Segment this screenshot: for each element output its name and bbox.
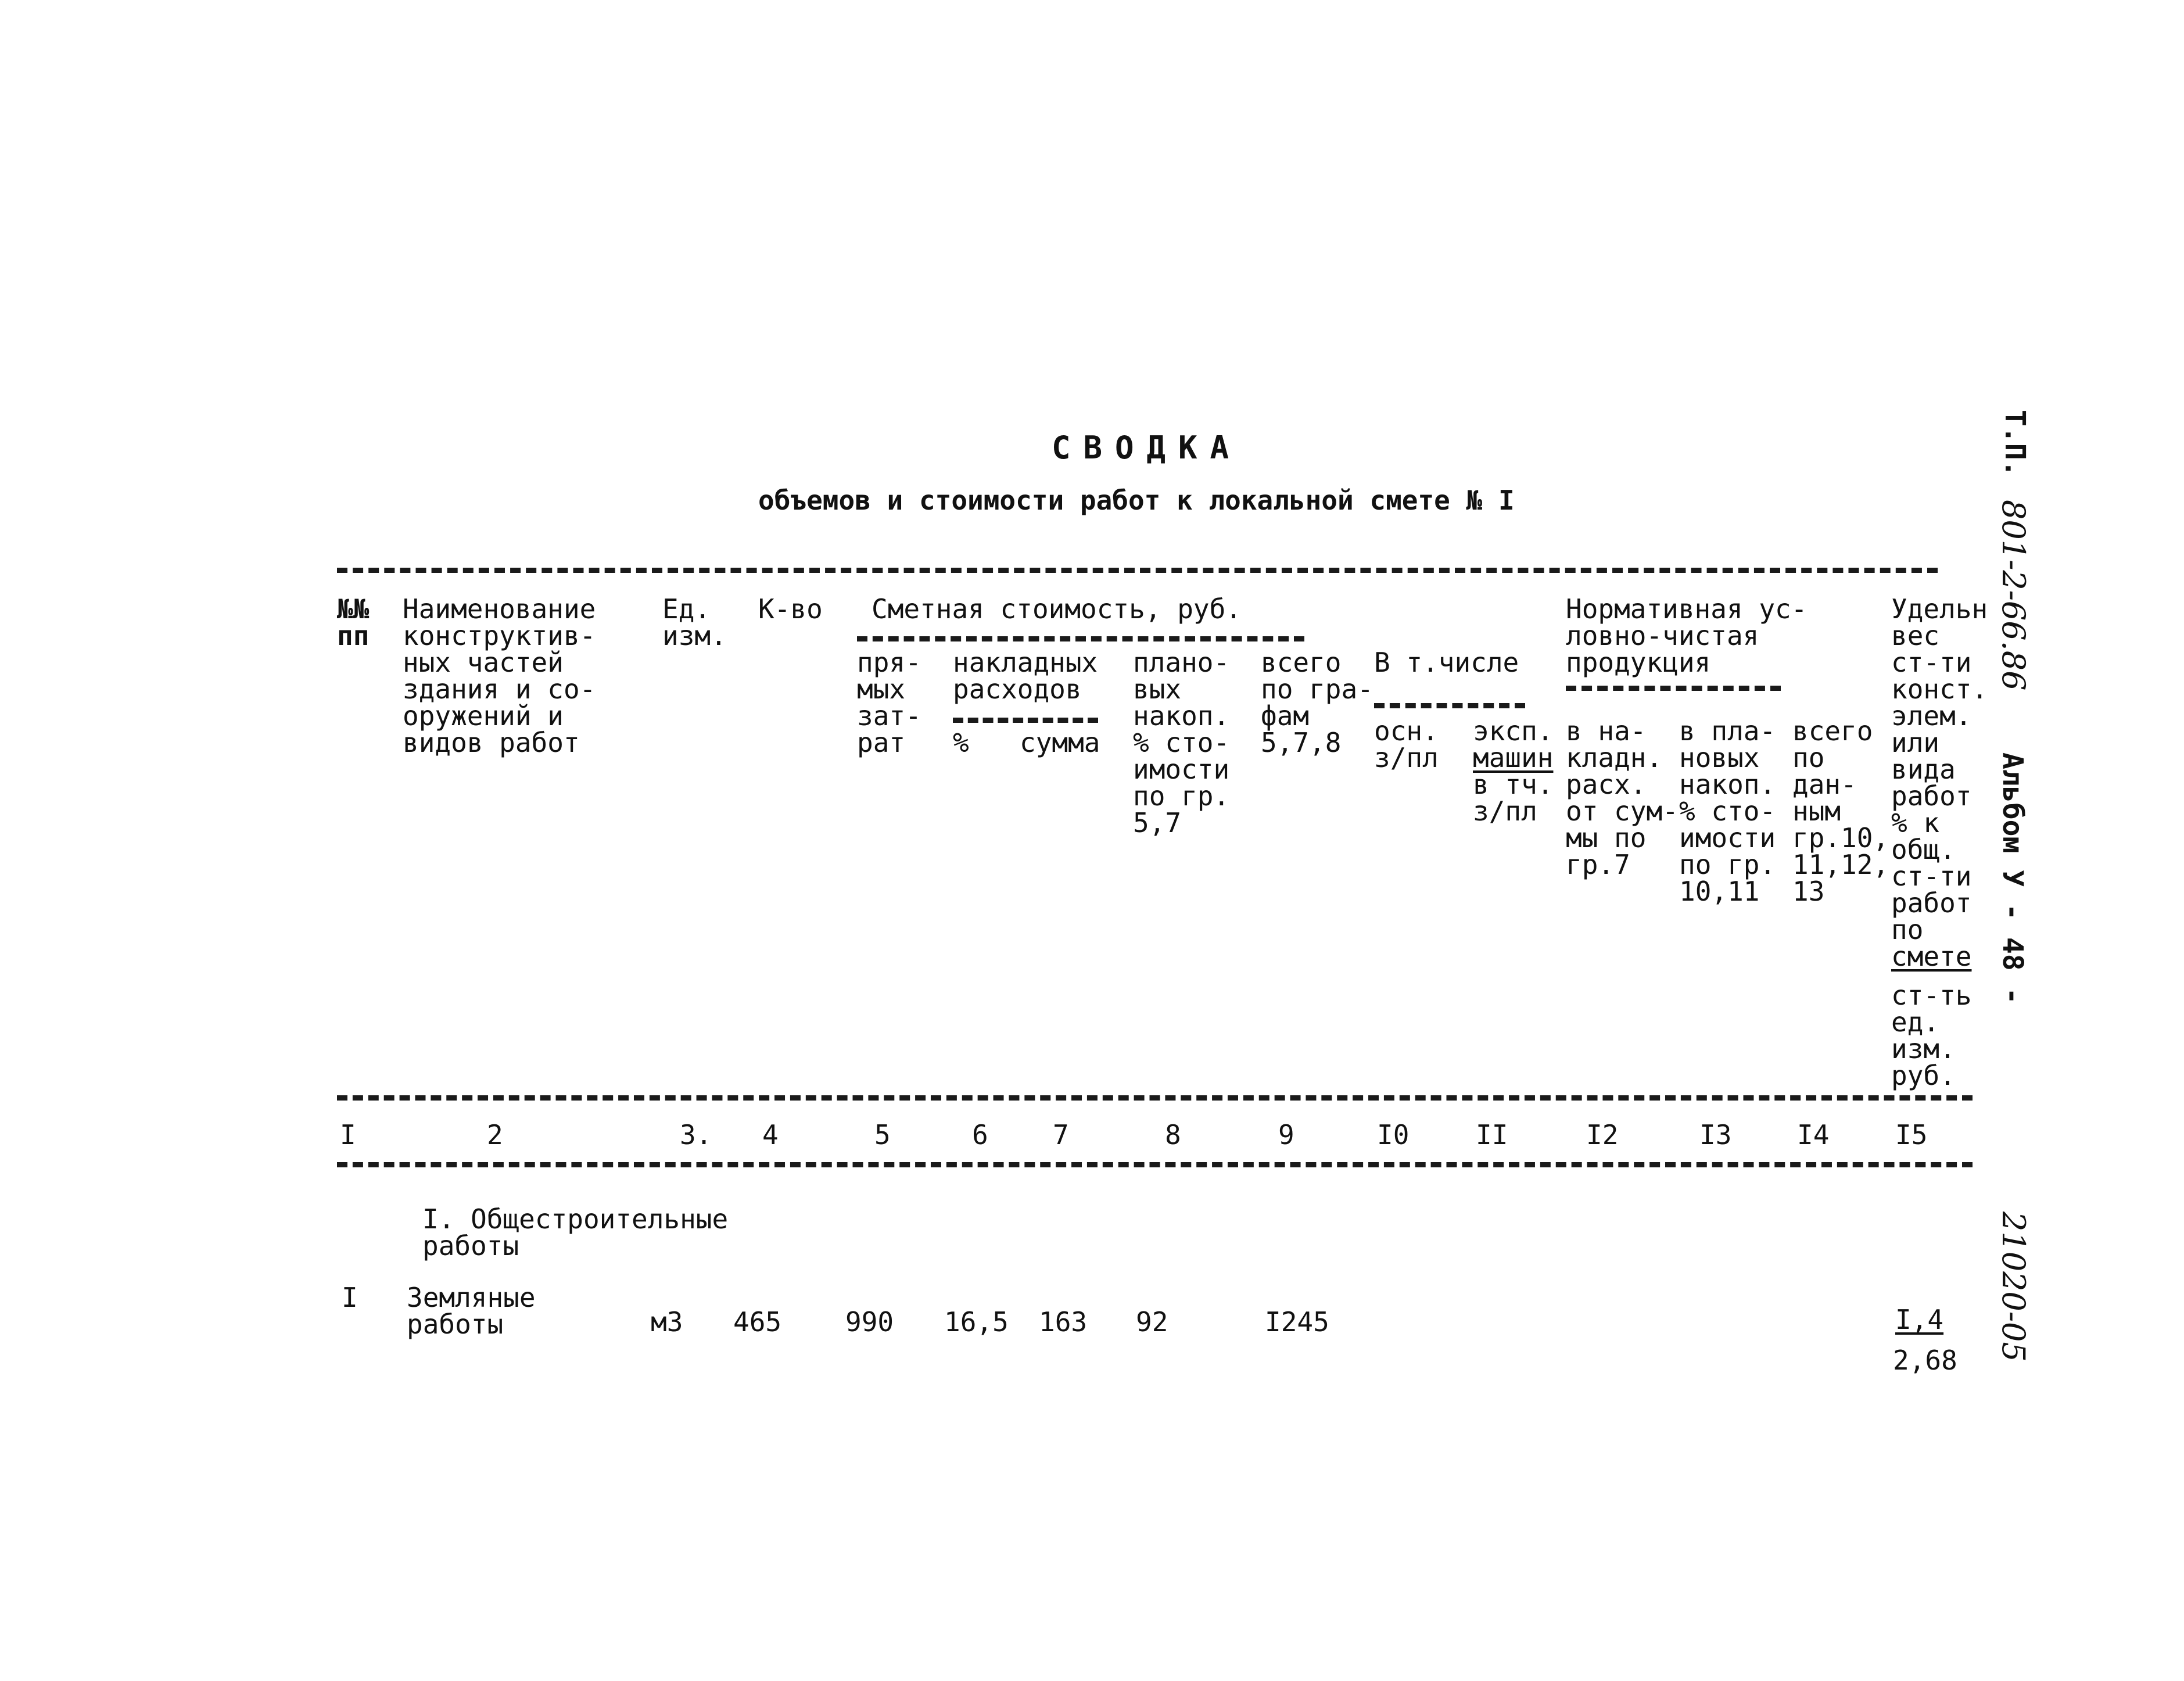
row-overhead-sum: 163 (1039, 1306, 1088, 1338)
norm-group-rule (1566, 686, 1781, 691)
header-base-wages: осн. з/пл (1374, 715, 1439, 773)
header-unit-cost: ст-ть ед. изм. руб. (1891, 980, 1972, 1091)
side-album-label: Альбом У - 48 - (1996, 752, 2029, 1005)
header-norm-in-overhead: в на- кладн. расх. от сум- мы по гр.7 (1566, 715, 1679, 880)
column-number-6: 6 (972, 1119, 988, 1150)
header-including-group: В т.числе (1374, 647, 1519, 678)
header-overhead-percent: % (953, 727, 969, 758)
column-number-8: 8 (1165, 1119, 1181, 1150)
cost-group-rule (857, 636, 1304, 641)
header-cost-group: Сметная стоимость, руб. (872, 593, 1242, 625)
column-number-10: I0 (1377, 1119, 1410, 1150)
column-number-13: I3 (1699, 1119, 1732, 1150)
row-unit-cost: 2,68 (1893, 1345, 1957, 1376)
header-row-number: №№ пп (337, 593, 370, 651)
header-bottom-rule (337, 1095, 1973, 1101)
header-overhead-sum: сумма (1020, 727, 1100, 758)
header-norm-total: всего по дан- ным гр.10, 11,12, 13 (1792, 715, 1889, 907)
column-number-11: II (1476, 1119, 1508, 1150)
row-name: Земляные работы (407, 1282, 536, 1340)
document-subtitle: объемов и стоимости работ к локальной смете № I (758, 485, 1515, 516)
column-number-4: 4 (762, 1119, 779, 1150)
column-number-5: 5 (874, 1119, 891, 1150)
column-number-7: 7 (1053, 1119, 1069, 1150)
header-quantity: К-во (758, 593, 823, 625)
header-machine-operation-line1: эксп. (1473, 715, 1554, 747)
row-number: I (342, 1282, 358, 1313)
row-planned-savings: 92 (1136, 1306, 1168, 1338)
column-number-14: I4 (1797, 1119, 1830, 1150)
column-number-1: I (340, 1119, 356, 1150)
row-overhead-percent: 16,5 (944, 1306, 1009, 1338)
column-number-9: 9 (1278, 1119, 1294, 1150)
row-total: I245 (1265, 1306, 1329, 1338)
column-number-15: I5 (1895, 1119, 1928, 1150)
header-overhead-group: накладных расходов (953, 647, 1098, 705)
header-name: Наименование конструктив- ных частей здания и со- оружений и видов работ (403, 593, 596, 758)
column-numbers-rule (337, 1162, 1973, 1167)
header-machine-operation-line2: машин (1473, 742, 1554, 773)
side-tp-label: Т.П. (1999, 410, 2031, 477)
column-number-3: 3. (680, 1119, 712, 1150)
row-share-percent: I,4 (1895, 1304, 1944, 1335)
row-unit: м3 (651, 1306, 683, 1338)
section-heading: I. Общестроительные работы (422, 1203, 729, 1261)
header-share-smete: смете (1891, 941, 1972, 972)
header-share-top: Удельн вес ст-ти конст. элем. или вида работ % к общ. ст-ти работ по (1891, 593, 1988, 945)
row-direct-costs: 990 (845, 1306, 894, 1338)
row-quantity: 465 (733, 1306, 782, 1338)
document-title: СВОДКА (1052, 429, 1242, 466)
side-stamp-number: 21020-05 (1995, 1212, 2032, 1362)
column-number-12: I2 (1586, 1119, 1619, 1150)
header-unit: Ед. изм. (662, 593, 727, 651)
incl-group-rule (1374, 703, 1525, 708)
table-top-rule (337, 568, 1938, 573)
header-machine-operation-rest: в тч. з/пл (1473, 769, 1554, 827)
header-total-by-columns: всего по гра- фам 5,7,8 (1261, 647, 1373, 758)
header-norm-in-planned: в пла- новых накоп. % сто- имости по гр. 10,11 (1679, 715, 1776, 907)
column-number-2: 2 (487, 1119, 503, 1150)
side-tp-number: 801-2-66.86 (1995, 500, 2032, 691)
header-planned-savings: плано- вых накоп. % сто- имости по гр. 5,7 (1133, 647, 1230, 838)
header-direct-costs: пря- мых зат- рат (857, 647, 921, 758)
header-normative-group: Нормативная ус- ловно-чистая продукция (1566, 593, 1808, 678)
overhead-group-rule (953, 718, 1098, 723)
